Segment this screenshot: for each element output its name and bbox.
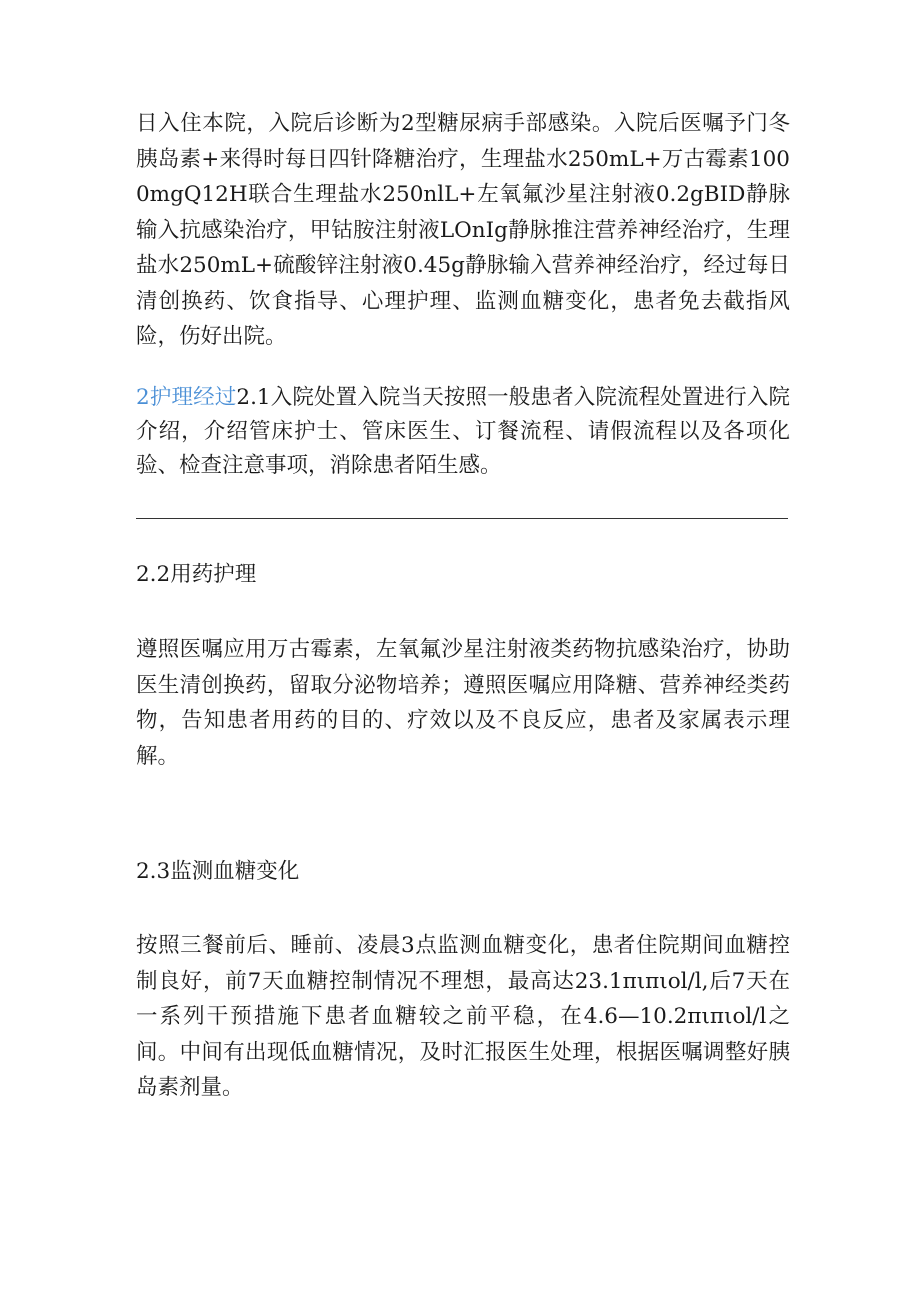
intro-paragraph: 日入住本院，入院后诊断为2型糖尿病手部感染。入院后医嘱予门冬胰岛素+来得时每日四针降糖治疗，生理盐水250mL+万古霉素1000mgQ12H联合生理盐水250nlL+左氧氟沙星注射液0.2gBID静脉输入抗感染治疗，甲钴胺注射液LOnIg静脉推注营养神经治疗，生理盐水250mL+硫酸锌注射液0.45g静脉输入营养神经治疗，经过每日清创换药、饮食指导、心理护理、监测血糖变化，患者免去截指风险，伤好出院。 xyxy=(136,111,790,349)
section-2-3-paragraph: 按照三餐前后、睡前、凌晨3点监测血糖变化，患者住院期间血糖控制良好，前7天血糖控制情况不理想，最高达23.1πιπιol/l,后7天在一系列干预措施下患者血糖较之前平稳，在4.6—10.2πιπιol/l之间。中间有出现低血糖情况，及时汇报医生处理，根据医嘱调整好胰岛素剂量。 xyxy=(136,933,790,1100)
section-divider xyxy=(136,518,788,519)
section-2-2-paragraph: 遵照医嘱应用万古霉素，左氧氟沙星注射液类药物抗感染治疗，协助医生清创换药，留取分泌物培养；遵照医嘱应用降糖、营养神经类药物，告知患者用药的目的、疗效以及不良反应，患者及家属表示理解。 xyxy=(136,637,790,769)
section-2-1-text: 2.1入院处置入院当天按照一般患者入院流程处置进行入院介绍，介绍管床护士、管床医生、订餐流程、请假流程以及各项化验、检查注意事项，消除患者陌生感。 xyxy=(136,385,790,478)
section-2-paragraph xyxy=(136,381,790,483)
section-2-3-heading: 2.3监测血糖变化 xyxy=(136,859,300,884)
section-2-title: 2护理经过 xyxy=(136,385,237,410)
section-2-2-heading: 2.2用药护理 xyxy=(136,562,257,587)
